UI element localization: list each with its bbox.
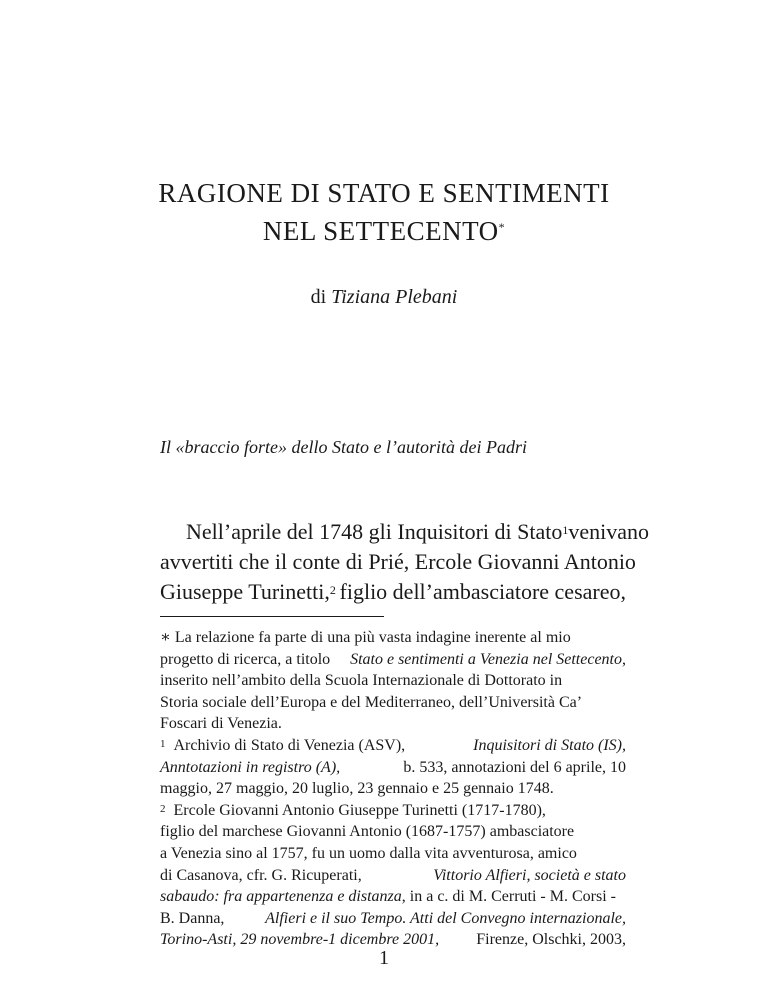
body-text-1a: Nell’aprile del 1748 gli Inquisitori di Stato bbox=[186, 519, 563, 544]
body-paragraph bbox=[160, 517, 650, 607]
fn2-text-1: figlio del marchese Giovanni Antonio (1687-1757) ambasciatore bbox=[160, 823, 575, 841]
body-text-3b: figlio dell’ambasciatore cesareo, bbox=[339, 579, 626, 604]
footnote-2-marker: 2 bbox=[160, 802, 166, 815]
fn1-text-3: b. 533, annotazioni del 6 aprile, 10 bbox=[403, 758, 626, 776]
body-text-1b: venivano bbox=[568, 519, 650, 544]
title-text-1: RAGIONE DI STATO E SENTIMENTI bbox=[158, 178, 610, 208]
footnote-2-line-3 bbox=[160, 843, 626, 865]
footnotes bbox=[160, 627, 626, 951]
author-line bbox=[0, 286, 768, 309]
footnote-2-line-6 bbox=[160, 908, 626, 930]
body-line-1 bbox=[160, 517, 650, 547]
fn0-text-6: Foscari di Venezia. bbox=[160, 715, 282, 733]
fn0-text-5: Storia sociale dell’Europa e del Mediterraneo, dell’Università Ca’ bbox=[160, 693, 583, 711]
footnote-ref-1: 1 bbox=[562, 523, 569, 537]
fn0-text-4: inserito nell’ambito della Scuola Internazionale di Dottorato in bbox=[160, 672, 563, 690]
fn2-text-9: Torino-Asti, 29 novembre-1 dicembre 2001, bbox=[160, 931, 440, 949]
fn0-text-1: progetto di ricerca, a titolo bbox=[160, 650, 331, 668]
fn2-text-5: sabaudo: fra appartenenza e distanza bbox=[160, 888, 402, 906]
footnote-2-line-1 bbox=[160, 800, 626, 822]
footnote-separator bbox=[160, 616, 384, 617]
fn2-text-6: , in a c. di M. Cerruti - M. Corsi - bbox=[401, 888, 616, 906]
title-line-1 bbox=[0, 177, 768, 209]
footnote-star-line-1 bbox=[160, 627, 626, 649]
footnote-star-line-3 bbox=[160, 670, 626, 692]
fn2-text-8: Alfieri e il suo Tempo. Atti del Convegno internazionale, bbox=[265, 909, 626, 927]
author-prefix: di bbox=[310, 286, 327, 308]
footnote-1-marker: 1 bbox=[160, 737, 166, 750]
fn1-text-0: Archivio di Stato di Venezia (ASV), bbox=[173, 736, 406, 754]
footnote-star-line-5 bbox=[160, 713, 626, 735]
title-footnote-marker: * bbox=[498, 220, 506, 234]
fn2-text-10: Firenze, Olschki, 2003, bbox=[476, 931, 626, 949]
title-line-2 bbox=[0, 215, 768, 247]
fn2-text-4: Vittorio Alfieri, società e stato bbox=[433, 866, 626, 884]
fn2-text-2: a Venezia sino al 1757, fu un uomo dalla vita avventurosa, amico bbox=[160, 844, 577, 862]
footnote-1-line-2 bbox=[160, 757, 626, 779]
fn0-text-0: La relazione fa parte di una più vasta indagine inerente al mio bbox=[174, 629, 571, 646]
footnote-star-line-2 bbox=[160, 649, 626, 671]
footnote-star-marker: ∗ bbox=[160, 629, 171, 646]
fn1-text-1: Inquisitori di Stato (IS), bbox=[473, 736, 626, 754]
fn1-text-4: maggio, 27 maggio, 20 luglio, 23 gennaio e 25 gennaio 1748. bbox=[160, 780, 554, 798]
footnote-1-line-3 bbox=[160, 778, 626, 800]
fn0-text-3: , bbox=[622, 650, 626, 668]
fn1-text-2: Anntotazioni in registro (A), bbox=[160, 758, 341, 776]
title-text-2: NEL SETTECENTO bbox=[262, 216, 499, 246]
fn2-text-3: di Casanova, cfr. G. Ricuperati, bbox=[160, 866, 362, 884]
body-text-2: avvertiti che il conte di Prié, Ercole Giovanni Antonio bbox=[160, 549, 636, 574]
footnote-2-line-2 bbox=[160, 821, 626, 843]
body-text-3a: Giuseppe Turinetti, bbox=[160, 579, 330, 604]
footnote-2-line-5 bbox=[160, 886, 626, 908]
page-number: 1 bbox=[379, 947, 389, 969]
author-name: Tiziana Plebani bbox=[331, 286, 458, 308]
body-line-3 bbox=[160, 577, 626, 607]
footnote-star-line-4 bbox=[160, 692, 626, 714]
fn0-text-2: Stato e sentimenti a Venezia nel Settecento bbox=[350, 650, 622, 668]
section-heading: Il «braccio forte» dello Stato e l’autorità dei Padri bbox=[160, 437, 527, 457]
footnote-1-line-1 bbox=[160, 735, 626, 757]
footnote-ref-2: 2 bbox=[329, 583, 336, 597]
fn2-text-0: Ercole Giovanni Antonio Giuseppe Turinetti (1717-1780), bbox=[173, 801, 546, 819]
footnote-2-line-4 bbox=[160, 865, 626, 887]
body-line-2 bbox=[160, 547, 636, 577]
fn2-text-7: B. Danna, bbox=[160, 909, 225, 927]
